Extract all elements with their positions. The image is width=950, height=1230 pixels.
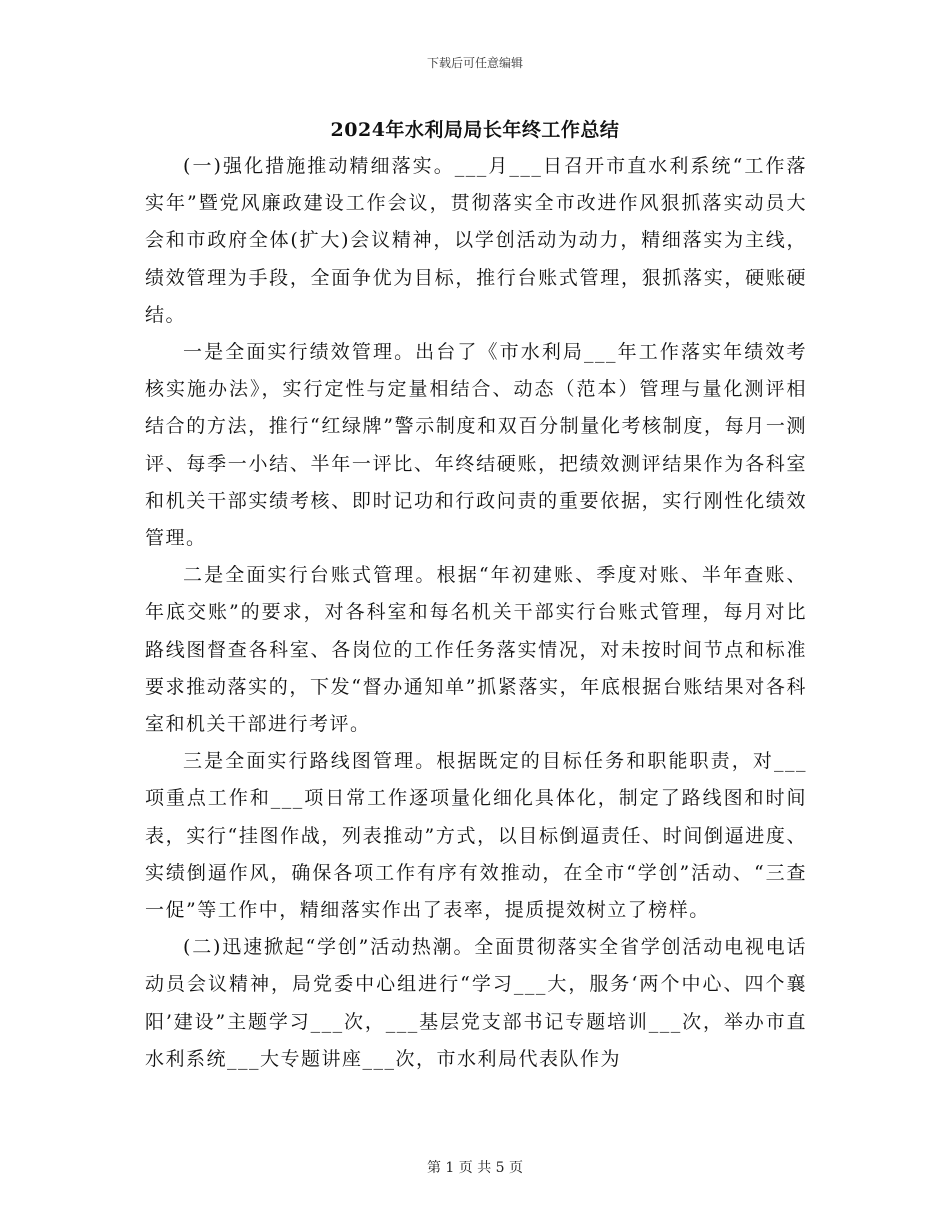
header-note: 下载后可任意编辑 bbox=[426, 56, 523, 70]
paragraph: 一是全面实行绩效管理。出台了《市水利局___年工作落实年绩效考核实施办法》，实行定性与定量相结合、动态（范本）管理与量化测评相结合的方法，推行“红绿牌”警示制度和双百分制量化考核制度，每月一测评、每季一小结、半年一评比、年终结硬账，把绩效测评结果作为各科室和机关干部实绩考核、即时记功和行政问责的重要依据，实行刚性化绩效管理。 bbox=[145, 341, 807, 550]
paragraph: 二是全面实行台账式管理。根据“年初建账、季度对账、半年查账、年底交账”的要求，对各科室和每名机关干部实行台账式管理，每月对比路线图督查各科室、各岗位的工作任务落实情况，对未按时间节点和标准要求推动落实的，下发“督办通知单”抓紧落实，年底根据台账结果对各科室和机关干部进行考评。 bbox=[145, 564, 807, 736]
document-title: 2024年水利局局长年终工作总结 bbox=[330, 119, 620, 141]
document-body bbox=[145, 148, 807, 1078]
paragraph: (一)强化措施推动精细落实。___月___日召开市直水利系统“工作落实年”暨党风廉政建设工作会议，贯彻落实全市改进作风狠抓落实动员大会和市政府全体(扩大)会议精神，以学创活动为动力，精细落实为主线，绩效管理为手段，全面争优为目标，推行台账式管理，狠抓落实，硬账硬结。 bbox=[145, 155, 807, 326]
paragraph: (二)迅速掀起“学创”活动热潮。全面贯彻落实全省学创活动电视电话动员会议精神，局党委中心组进行“学习___大，服务‘两个中心、四个襄阳’建设”主题学习___次，___基层党支部书记专题培训___次，举办市直水利系统___大专题讲座___次，市水利局代表队作为 bbox=[145, 936, 807, 1070]
paragraph: 三是全面实行路线图管理。根据既定的目标任务和职能职责，对___项重点工作和___项日常工作逐项量化细化具体化，制定了路线图和时间表，实行“挂图作战，列表推动”方式，以目标倒逼责任、时间倒逼进度、实绩倒逼作风，确保各项工作有序有效推动，在全市“学创”活动、“三查一促”等工作中，精细落实作出了表率，提质提效树立了榜样。 bbox=[145, 750, 807, 922]
page-number: 第 1 页 共 5 页 bbox=[426, 1160, 524, 1176]
